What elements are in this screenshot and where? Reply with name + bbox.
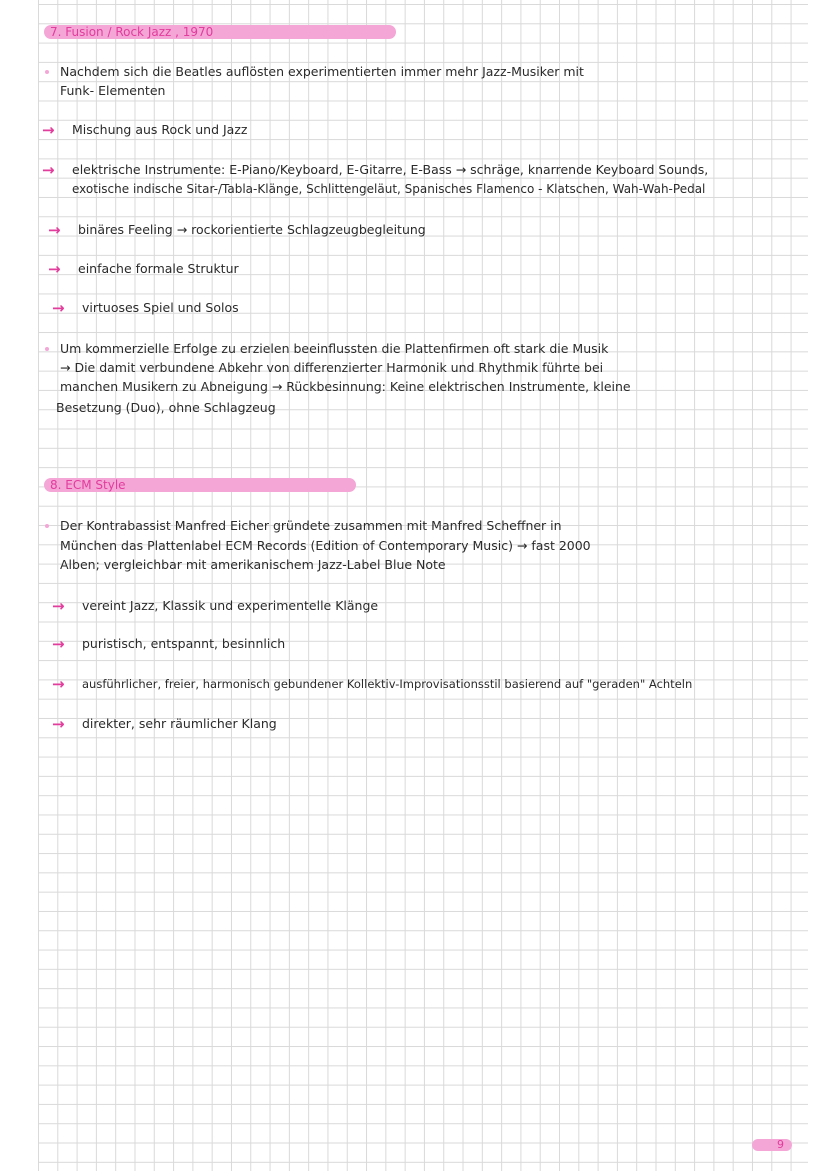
bullet-dot [45, 347, 49, 351]
section-7-point-2-cont: exotische indische Sitar-/Tabla-Klänge, Schlittengeläut, Spanisches Flamenco - Klatschen, Wah-Wah-Pedal [72, 182, 706, 196]
section-7-point-2: elektrische Instrumente: E-Piano/Keyboard, E-Gitarre, E-Bass → schräge, knarrende Keyboard Sounds, [72, 162, 709, 177]
section-8-title: 8. ECM Style [44, 478, 356, 492]
bullet-dot [45, 70, 49, 74]
arrow-icon: → [52, 715, 65, 733]
bullet-dot [45, 524, 49, 528]
section-7-point-4: einfache formale Struktur [78, 261, 239, 276]
arrow-icon: → [52, 675, 65, 693]
section-7-outro-line-3: manchen Musikern zu Abneigung → Rückbesinnung: Keine elektrischen Instrumente, kleine [60, 379, 631, 394]
section-7-point-3: binäres Feeling → rockorientierte Schlagzeugbegleitung [78, 222, 426, 237]
arrow-icon: → [48, 221, 61, 239]
section-8-intro-line-3: Alben; vergleichbar mit amerikanischem Jazz-Label Blue Note [60, 557, 446, 572]
section-8-intro-line-1: Der Kontrabassist Manfred Eicher gründete zusammen mit Manfred Scheffner in [60, 518, 562, 533]
section-7-outro-line-1: Um kommerzielle Erfolge zu erzielen beeinflussten die Plattenfirmen oft stark die Musik [60, 341, 609, 356]
section-8-point-4: direkter, sehr räumlicher Klang [82, 716, 277, 731]
arrow-icon: → [42, 121, 55, 139]
arrow-icon: → [52, 635, 65, 653]
section-8-point-2: puristisch, entspannt, besinnlich [82, 636, 286, 651]
section-8-point-3: ausführlicher, freier, harmonisch gebundener Kollektiv-Improvisationsstil basierend auf "geraden" Achteln [82, 677, 693, 691]
section-7-intro-line-1: Nachdem sich die Beatles auflösten experimentierten immer mehr Jazz-Musiker mit [60, 64, 584, 79]
section-8-intro-line-2: München das Plattenlabel ECM Records (Edition of Contemporary Music) → fast 2000 [60, 538, 591, 553]
page-number: 9 [752, 1139, 792, 1151]
section-7-title: 7. Fusion / Rock Jazz , 1970 [44, 25, 396, 39]
page-margin-right [808, 0, 828, 1171]
section-7-outro-line-2: → Die damit verbundene Abkehr von differenzierter Harmonik und Rhythmik führte bei [60, 360, 604, 375]
section-7-point-1: Mischung aus Rock und Jazz [72, 122, 248, 137]
section-7-intro-line-2: Funk- Elementen [60, 83, 166, 98]
arrow-icon: → [52, 597, 65, 615]
section-7-outro-line-4: Besetzung (Duo), ohne Schlagzeug [56, 400, 276, 415]
arrow-icon: → [42, 161, 55, 179]
section-8-point-1: vereint Jazz, Klassik und experimentelle Klänge [82, 598, 379, 613]
page-margin-left [0, 0, 38, 1171]
arrow-icon: → [48, 260, 61, 278]
section-7-point-5: virtuoses Spiel und Solos [82, 300, 239, 315]
arrow-icon: → [52, 299, 65, 317]
